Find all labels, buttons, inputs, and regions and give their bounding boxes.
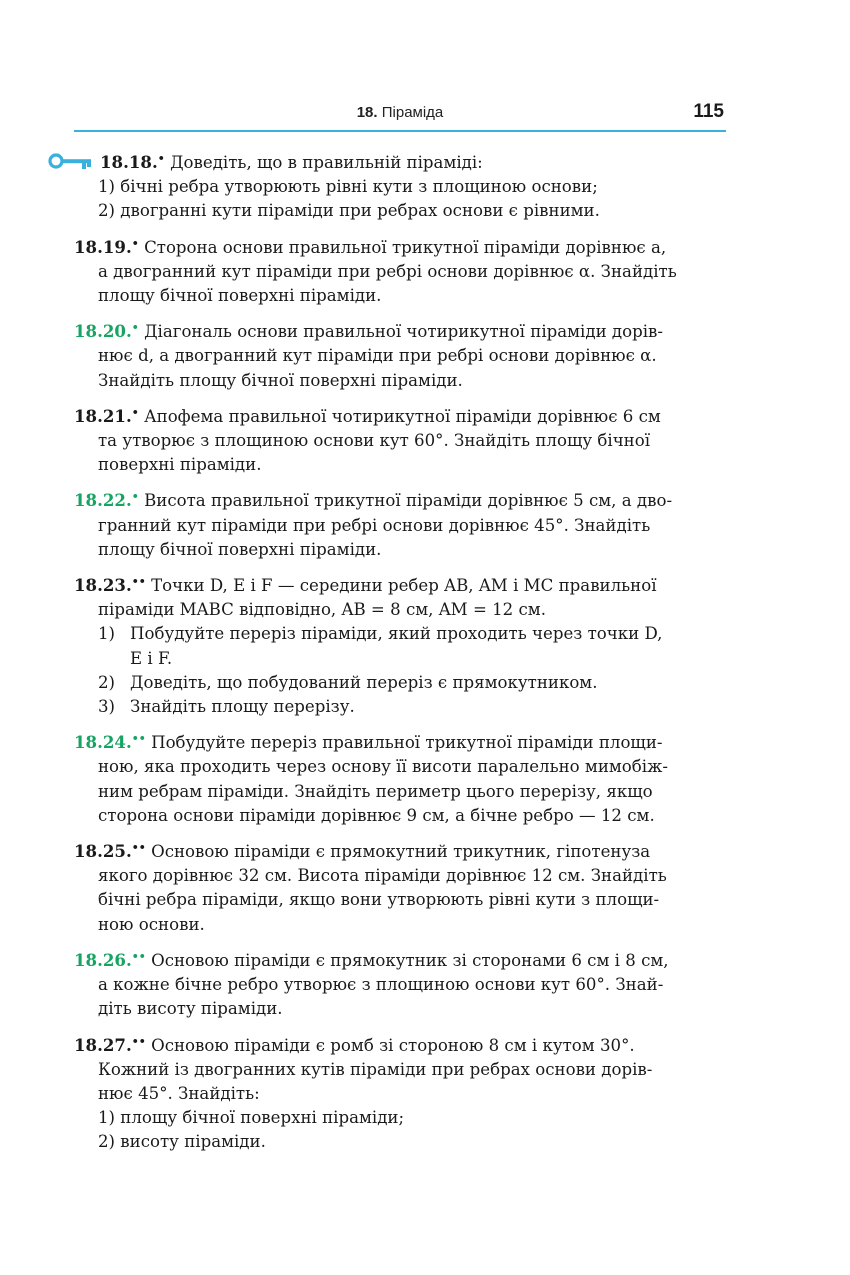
problem-18-27 <box>74 1033 728 1155</box>
problem-text: Точки D, E і F — середини ребер AB, AM і MC правильної <box>151 576 657 596</box>
list-item: 2) висоту піраміди. <box>98 1132 266 1152</box>
problem-text: якого дорівнює 32 см. Висота піраміди дорівнює 12 см. Знайдіть <box>98 866 667 886</box>
problem-number: 18.26.•• <box>74 949 146 970</box>
problem-text: сторона основи піраміди дорівнює 9 см, а бічне ребро — 12 см. <box>98 805 655 825</box>
problem-number: 18.20.• <box>74 321 139 342</box>
problem-18-24 <box>74 730 728 828</box>
header-rule <box>74 130 726 132</box>
list-item: 1) бічні ребра утворюють рівні кути з площиною основи; <box>98 177 598 197</box>
problem-text: піраміди MABC відповідно, AB = 8 см, AM = 12 см. <box>98 600 546 620</box>
problem-text: ним ребрам піраміди. Знайдіть периметр цього перерізу, якщо <box>98 781 653 801</box>
problem-number: 18.23.•• <box>74 575 146 596</box>
problem-text: Сторона основи правильної трикутної піраміди дорівнює a, <box>144 237 667 257</box>
list-item: 3) Знайдіть площу перерізу. <box>98 697 355 717</box>
problem-text: та утворює з площиною основи кут 60°. Знайдіть площу бічної <box>98 431 651 451</box>
problem-text: Висота правильної трикутної піраміди дорівнює 5 см, а дво- <box>144 491 673 511</box>
problem-text: Апофема правильної чотирикутної піраміди дорівнює 6 см <box>144 406 661 426</box>
problem-18-26 <box>74 948 728 1022</box>
problem-text: Знайдіть площу бічної поверхні піраміди. <box>98 370 463 390</box>
problem-list <box>74 150 728 1166</box>
key-icon <box>48 152 92 170</box>
chapter-title <box>74 104 726 121</box>
problem-text: Доведіть, що в правильній піраміді: <box>170 153 483 172</box>
problem-18-23 <box>74 573 728 719</box>
problem-number: 18.25.•• <box>74 841 146 862</box>
problem-text: Побудуйте переріз правильної трикутної піраміди площи- <box>151 733 663 753</box>
problem-number: 18.27.•• <box>74 1034 146 1055</box>
page-header <box>74 98 726 132</box>
problem-text: а кожне бічне ребро утворює з площиною основи кут 60°. Знай- <box>98 975 664 995</box>
problem-number: 18.22.• <box>74 490 139 511</box>
problem-text: поверхні піраміди. <box>98 455 262 475</box>
problem-text: ною основи. <box>98 914 205 934</box>
problem-number: 18.18.• <box>100 152 165 172</box>
chapter-name: Піраміда <box>381 104 444 121</box>
problem-text: Основою піраміди є ромб зі стороною 8 см і кутом 30°. <box>151 1035 635 1055</box>
problem-18-22 <box>74 488 728 562</box>
problem-text: діть висоту піраміди. <box>98 999 283 1019</box>
problem-18-18 <box>74 150 728 224</box>
problem-text: ною, яка проходить через основу її висоти паралельно мимобіж- <box>98 757 668 777</box>
problem-text: Основою піраміди є прямокутник зі сторонами 6 см і 8 см, <box>151 950 669 970</box>
problem-text: Кожний із двогранних кутів піраміди при ребрах основи дорів- <box>98 1059 653 1079</box>
problem-18-20 <box>74 319 728 393</box>
problem-text: бічні ребра піраміди, якщо вони утворюють рівні кути з площи- <box>98 890 660 910</box>
problem-18-25 <box>74 839 728 937</box>
list-item: 2) Доведіть, що побудований переріз є прямокутником. <box>98 672 598 692</box>
problem-text: гранний кут піраміди при ребрі основи дорівнює 45°. Знайдіть <box>98 515 651 535</box>
list-item: 1) Побудуйте переріз піраміди, який проходить через точки D, E і F. <box>98 624 663 668</box>
list-item: 2) двогранні кути піраміди при ребрах основи є рівними. <box>98 201 600 221</box>
problem-number: 18.19.• <box>74 236 139 257</box>
problem-text: нює d, а двогранний кут піраміди при ребрі основи дорівнює α. <box>98 346 657 366</box>
problem-text: площу бічної поверхні піраміди. <box>98 286 382 306</box>
problem-number: 18.24.•• <box>74 732 146 753</box>
problem-text: Діагональ основи правильної чотирикутної піраміди дорів- <box>144 322 663 342</box>
list-item: 1) площу бічної поверхні піраміди; <box>98 1108 405 1128</box>
chapter-number: 18. <box>356 104 378 121</box>
problem-number: 18.21.• <box>74 405 139 426</box>
problem-text: Основою піраміди є прямокутний трикутник, гіпотенуза <box>151 842 651 862</box>
problem-text: нює 45°. Знайдіть: <box>98 1083 260 1103</box>
problem-18-19 <box>74 235 728 309</box>
page-number: 115 <box>693 101 724 122</box>
problem-text: площу бічної поверхні піраміди. <box>98 539 382 559</box>
problem-18-21 <box>74 404 728 478</box>
problem-text: а двогранний кут піраміди при ребрі основи дорівнює α. Знайдіть <box>98 261 677 281</box>
